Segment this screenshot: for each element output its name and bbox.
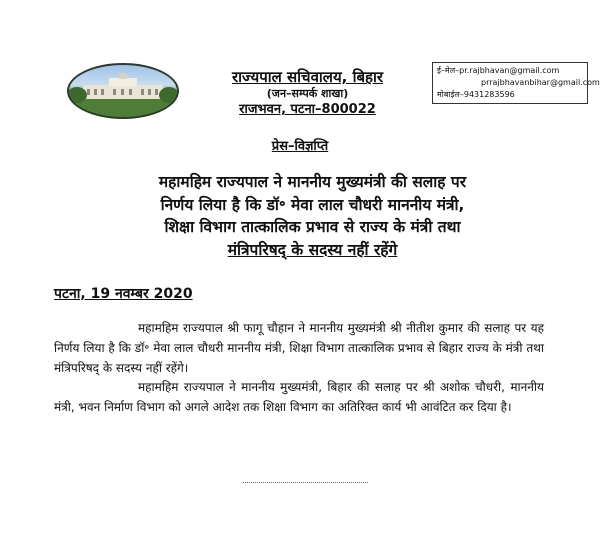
raj-bhavan-building-image — [69, 65, 177, 117]
headline-line-4: मंत्रिपरिषद् के सदस्य नहीं रहेंगे — [227, 240, 398, 259]
contact-box — [432, 62, 600, 104]
office-title: राज्यपाल सचिवालय, बिहार — [231, 68, 384, 86]
office-header — [200, 68, 415, 118]
body-text — [54, 319, 544, 418]
office-subtitle: (जन–सम्पर्क शाखा) — [266, 87, 349, 100]
paragraph-2: महामहिम राज्यपाल ने माननीय मुख्यमंत्री, बिहार की सलाह पर श्री अशोक चौधरी, माननीय मंत्री, भवन निर्माण विभाग को अगले आदेश तक शिक्षा विभाग का अतिरिक्त कार्य भी आवंटित कर दिया है। — [54, 380, 544, 415]
mobile-row — [437, 89, 583, 101]
email-2: prrajbhavanbihar@gmail.com — [481, 78, 600, 87]
headline-line-3: शिक्षा विभाग तात्कालिक प्रभाव से राज्य के मंत्री तथा — [164, 218, 461, 236]
email-row-2 — [437, 77, 600, 89]
email-1: pr.rajbhavan@gmail.com — [459, 66, 560, 75]
headline-line-1: महामहिम राज्यपाल ने माननीय मुख्यमंत्री की सलाह पर — [158, 173, 467, 191]
mobile-number: 9431283596 — [463, 90, 515, 99]
mobile-label: मोबाईल– — [437, 90, 464, 99]
end-divider — [243, 482, 368, 483]
paragraph-1: महामहिम राज्यपाल श्री फागू चौहान ने माननीय मुख्यमंत्री श्री नीतीश कुमार की सलाह पर यह निर्णय लिया है कि डॉ॰ मेवा लाल चौधरी माननीय मंत्री, शिक्षा विभाग तात्कालिक प्रभाव से बिहार राज्य के मंत्री तथा मंत्रिपरिषद् के सदस्य नहीं रहेंगे। — [54, 321, 544, 375]
email-row — [437, 65, 583, 77]
email-label: ई–मेल– — [437, 66, 460, 75]
dateline: पटना, 19 नवम्बर 2020 — [54, 286, 193, 302]
press-release-title: प्रेस–विज्ञप्ति — [271, 139, 329, 154]
office-address: राजभवन, पटना–800022 — [239, 102, 376, 117]
headline — [100, 171, 525, 261]
raj-bhavan-logo — [67, 63, 179, 119]
headline-line-2: निर्णय लिया है कि डॉ॰ मेवा लाल चौधरी माननीय मंत्री, — [160, 195, 465, 214]
